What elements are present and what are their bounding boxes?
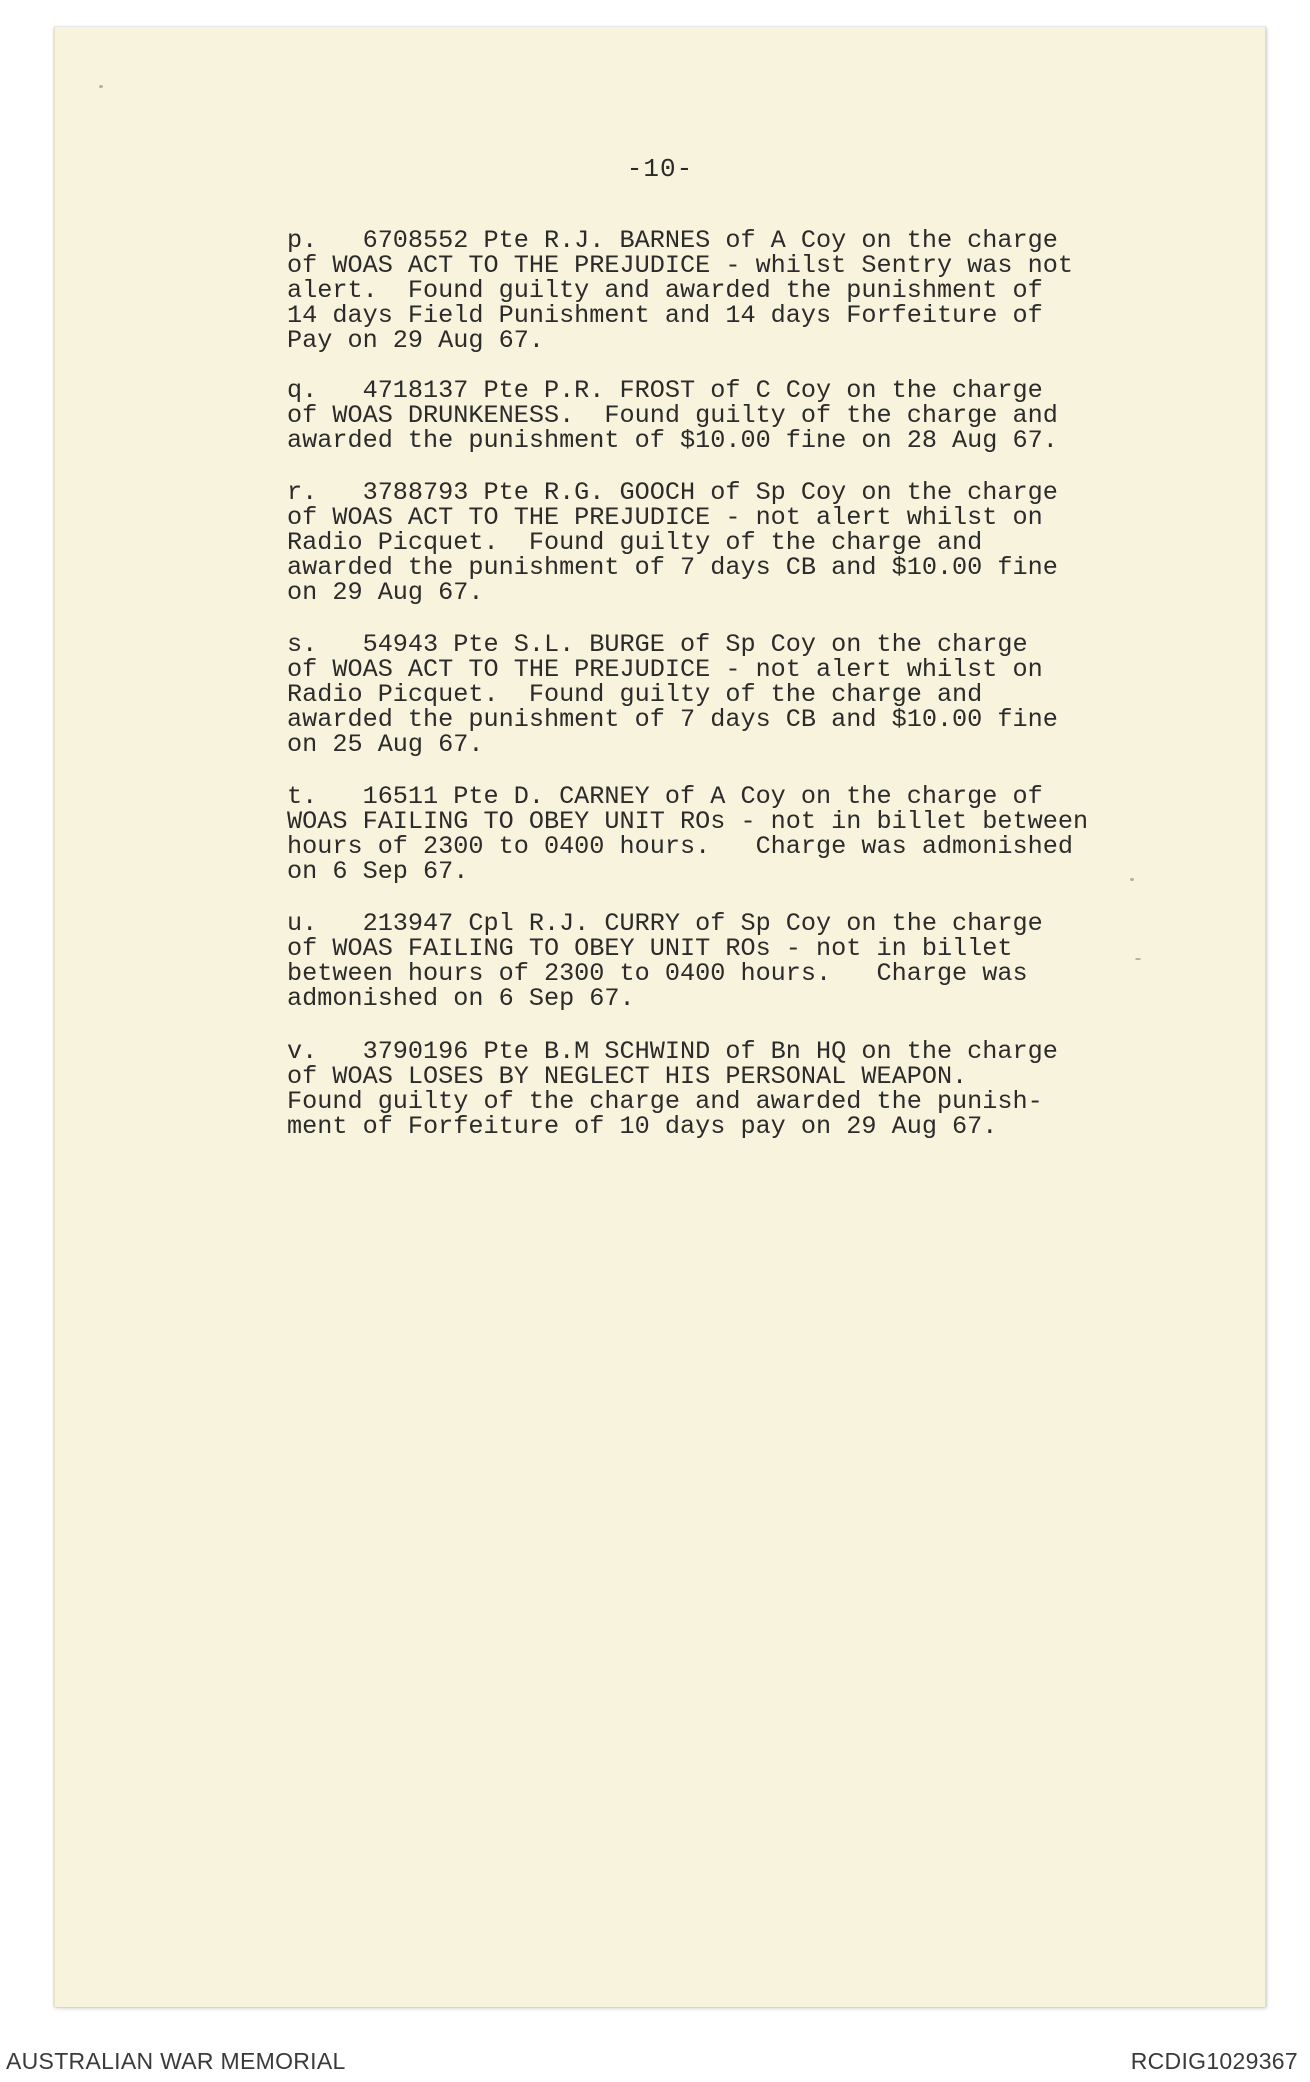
charge-entry-p: p. 6708552 Pte R.J. BARNES of A Coy on the charge of WOAS ACT TO THE PREJUDICE - whilst Sentry was not alert. Found guilty and awarded the punishment of 14 days Field Punishment and 14 days Forfeiture of Pay on 29 Aug 67.	[287, 226, 1073, 355]
paper-speck	[99, 85, 103, 88]
charge-entry-r: r. 3788793 Pte R.G. GOOCH of Sp Coy on the charge of WOAS ACT TO THE PREJUDICE - not alert whilst on Radio Picquet. Found guilty of the charge and awarded the punishment of 7 days CB and $10.00 fine on 29 Aug 67.	[287, 478, 1058, 607]
document-page	[54, 27, 1266, 2007]
charge-entry-u: u. 213947 Cpl R.J. CURRY of Sp Coy on the charge of WOAS FAILING TO OBEY UNIT ROs - not in billet between hours of 2300 to 0400 hours. Charge was admonished on 6 Sep 67.	[287, 909, 1043, 1013]
paper-speck	[1130, 878, 1134, 881]
footer-record-id: RCDIG1029367	[1130, 2048, 1298, 2074]
footer-institution: AUSTRALIAN WAR MEMORIAL	[6, 2048, 346, 2074]
charge-entry-s: s. 54943 Pte S.L. BURGE of Sp Coy on the charge of WOAS ACT TO THE PREJUDICE - not alert whilst on Radio Picquet. Found guilty of the charge and awarded the punishment of 7 days CB and $10.00 fine on 25 Aug 67.	[287, 630, 1058, 759]
charge-entry-v: v. 3790196 Pte B.M SCHWIND of Bn HQ on the charge of WOAS LOSES BY NEGLECT HIS PERSONAL WEAPON. Found guilty of the charge and awarded the punish- ment of Forfeiture of 10 days pay on 29 Aug 67.	[287, 1037, 1058, 1141]
charge-entry-t: t. 16511 Pte D. CARNEY of A Coy on the charge of WOAS FAILING TO OBEY UNIT ROs - not in billet between hours of 2300 to 0400 hours. Charge was admonished on 6 Sep 67.	[287, 782, 1089, 886]
charge-entry-q: q. 4718137 Pte P.R. FROST of C Coy on the charge of WOAS DRUNKENESS. Found guilty of the charge and awarded the punishment of $10.00 fine on 28 Aug 67.	[287, 376, 1058, 455]
paper-speck	[1135, 958, 1141, 960]
page-number: -10-	[626, 154, 694, 184]
